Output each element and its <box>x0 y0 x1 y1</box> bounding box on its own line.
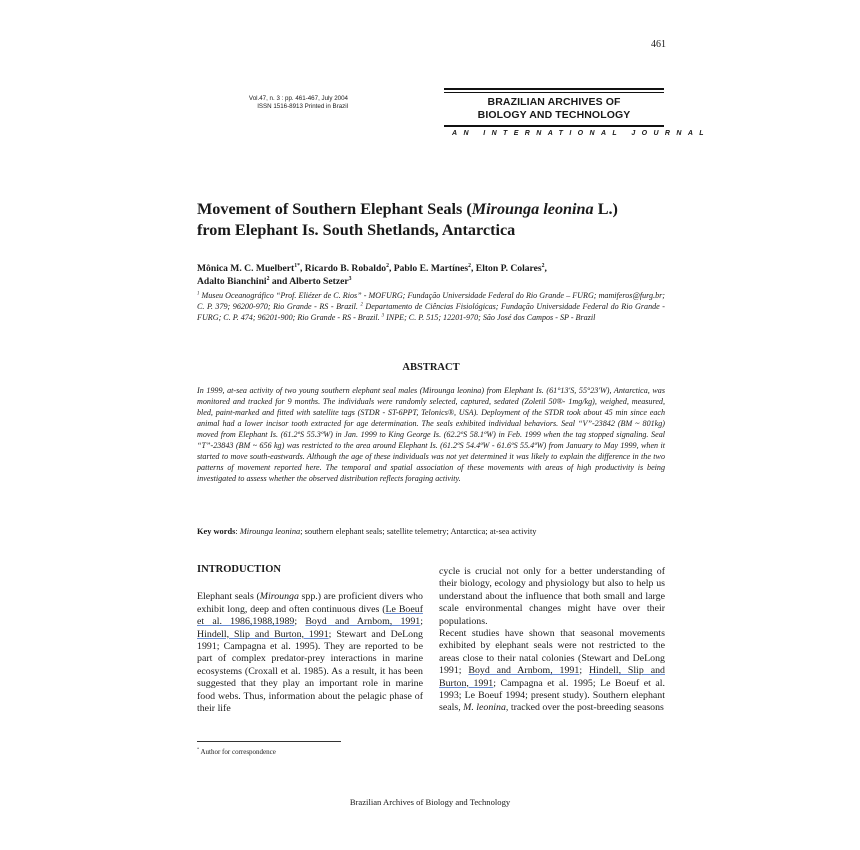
affiliation-3: INPE; C. P. 515; 12201-970; São José dos Campos - SP - Brazil <box>384 313 596 322</box>
masthead-rule-top-thin <box>444 92 664 93</box>
affiliation-2-mark: 2 <box>360 302 363 308</box>
paper-title <box>197 199 677 241</box>
issn-line: ISSN 1516-8913 Printed in Brazil <box>257 103 348 110</box>
intro-sep-1: ; <box>294 616 306 628</box>
author-2-mark: 2 <box>386 262 389 269</box>
journal-title <box>444 96 664 122</box>
journal-masthead <box>444 88 710 137</box>
author-2: , Ricardo B. Robaldo <box>300 263 387 274</box>
journal-subtitle: AN INTERNATIONAL JOURNAL <box>452 130 710 137</box>
intro-paragraph-1 <box>197 591 423 715</box>
affiliation-1-mark: 1 <box>197 291 200 297</box>
reference-link-boyd-2[interactable]: Boyd and Arnbom, 1991 <box>468 665 580 677</box>
column-left <box>197 564 423 715</box>
affiliation-3-mark: 3 <box>381 313 385 319</box>
keywords-species: Mirounga leonina <box>239 527 301 536</box>
author-1-mark: 1* <box>294 262 300 269</box>
author-5: Adalto Bianchini <box>197 276 267 287</box>
affiliation-1: Museu Oceanográfico “Prof. Eliézer de C. Rios” - MOFURG; Fundação Universidade Federal do Rio Grande – FURG; mamiferos@furg.br; C. P. 379; 96200-970; Rio Grande - RS - Brazil. <box>197 291 665 311</box>
author-3: , Pablo E. Martínes <box>388 263 469 274</box>
footnote <box>197 748 276 756</box>
abstract-heading: ABSTRACT <box>402 362 460 373</box>
intro-paragraph-3 <box>439 628 665 715</box>
masthead-rule-bottom <box>444 125 664 127</box>
introduction-heading: INTRODUCTION <box>197 564 282 575</box>
author-5-mark: 2 <box>266 275 270 282</box>
volume-line: Vol.47, n. 3 : pp. 461-467, July 2004 <box>248 95 348 102</box>
abstract-text: In 1999, at-sea activity of two young southern elephant seal males (Mirounga leonina) from Elephant Is. (61°13'S, 55°23'W), Antarctica, was monitored and tracked for 9 months. The individuals were randomly selected, captured, sedated (Zoletil 50®- 1mg/kg), weighed, measured, bled, paint-marked and fitted with satellite tags (STDR - ST-6PPT, Telonics®, USA). Deployment of the STDR took about 45 min since each animal had a lower incisor tooth extracted for age determination. The seals exhibited individual behaviors. Seal “V”-23842 (BM ~ 801kg) moved from Elephant Is. (61.2ºS 55.3ºW) in Jan. 1999 to King George Is. (62.2ºS 58.1ºW) in Feb. 1999 when the tag stopped signaling. Seal “T”-23843 (BM ~ 656 kg) was restricted to the area around Elephant Is. (61.2ºS 54.4ºW - 61.6ºS 55.4ºW) from January to May 1999, when it started to move south-eastwards. Although the age of these individuals was not yet determined it was likely to explain the difference in the two patterns of movement reported here. The temporal and spatial association of these movements with areas of high productivity is being investigated to assess whether the observed distribution reflects foraging activity. <box>197 386 665 483</box>
author-6-mark: 3 <box>348 275 352 282</box>
intro-text-5: ; Campagna et al. 1995; Le Boeuf et al. 1993; Le Boeuf 1994; present study). Southern elephant seals, <box>439 677 665 714</box>
intro-text-4: Recent studies have shown that seasonal movements exhibited by elephant seals were not restricted to the areas close to their natal colonies (Stewart and DeLong 1991; <box>439 628 665 677</box>
author-1: Mônica M. C. Muelbert <box>197 263 295 274</box>
intro-paragraph-2: cycle is crucial not only for a better understanding of their biology, ecology and physiology but also to help us understand about the influence that both small and large scale environmental changes might have over their populations. <box>439 566 665 627</box>
masthead-rule-top <box>444 88 664 90</box>
column-right <box>439 566 665 715</box>
intro-text-3: ; Stewart and DeLong 1991; Campagna et al. 1995). They are reported to be part of complex predator-prey interactions in marine ecosystems (Croxall et al. 1985). As a result, it has been suggested that they play an important role in marine food webs. Thus, information about the pelagic phase of their life <box>197 628 423 715</box>
affiliation-2: Departamento de Ciências Fisiológicas; Fundação Universidade Federal do Rio Grande - FURG; C. P. 474; 96201-900; Rio Grande - RS - Brazil. <box>197 302 665 322</box>
author-4: , Elton P. Colares <box>471 263 542 274</box>
keywords <box>197 527 665 536</box>
author-6: and Alberto Setzer <box>269 276 349 287</box>
keywords-rest: ; southern elephant seals; satellite telemetry; Antarctica; at-sea activity <box>300 527 537 536</box>
footnote-mark: * <box>197 746 200 752</box>
title-line-2: from Elephant Is. South Shetlands, Antarctica <box>197 221 516 239</box>
journal-title-line2: BIOLOGY AND TECHNOLOGY <box>477 109 631 121</box>
author-3-mark: 2 <box>468 262 471 269</box>
reference-link-leboeuf[interactable]: Le Boeuf et al. 1986,1988,1989 <box>197 603 423 628</box>
volume-info <box>232 95 348 111</box>
author-4-mark: 2 <box>541 262 545 269</box>
footnote-text: Author for correspondence <box>200 748 276 756</box>
footnote-divider <box>197 741 341 742</box>
reference-link-hindell[interactable]: Hindell, Slip and Burton, 1991 <box>197 628 329 640</box>
intro-sep-2: ; <box>420 616 423 628</box>
intro-sep-3: ; <box>579 665 589 677</box>
keywords-label: Key words <box>197 527 236 536</box>
author-list <box>197 262 667 288</box>
page-number: 461 <box>651 39 666 50</box>
intro-species-2: M. leonina, <box>463 702 509 714</box>
title-part-1: Movement of Southern Elephant Seals ( <box>197 200 472 218</box>
author-4-tail: , <box>544 263 547 274</box>
journal-title-line1: BRAZILIAN ARCHIVES OF <box>487 96 621 108</box>
title-species: Mirounga leonina <box>471 200 594 218</box>
intro-text-2: spp.) are proficient divers who exhibit long, deep and often continuous dives ( <box>197 591 423 615</box>
reference-link-hindell-2[interactable]: Hindell, Slip and Burton, 1991 <box>439 665 665 689</box>
intro-species: Mirounga <box>259 591 299 603</box>
reference-link-boyd[interactable]: Boyd and Arnbom, 1991 <box>305 616 421 628</box>
intro-text-6: tracked over the post-breeding seasons <box>508 702 664 714</box>
keywords-sep: : <box>235 527 240 536</box>
affiliations <box>197 290 665 323</box>
intro-text-1: Elephant seals ( <box>197 591 260 603</box>
page-footer: Brazilian Archives of Biology and Technology <box>349 797 511 807</box>
title-part-2: L.) <box>593 200 618 218</box>
